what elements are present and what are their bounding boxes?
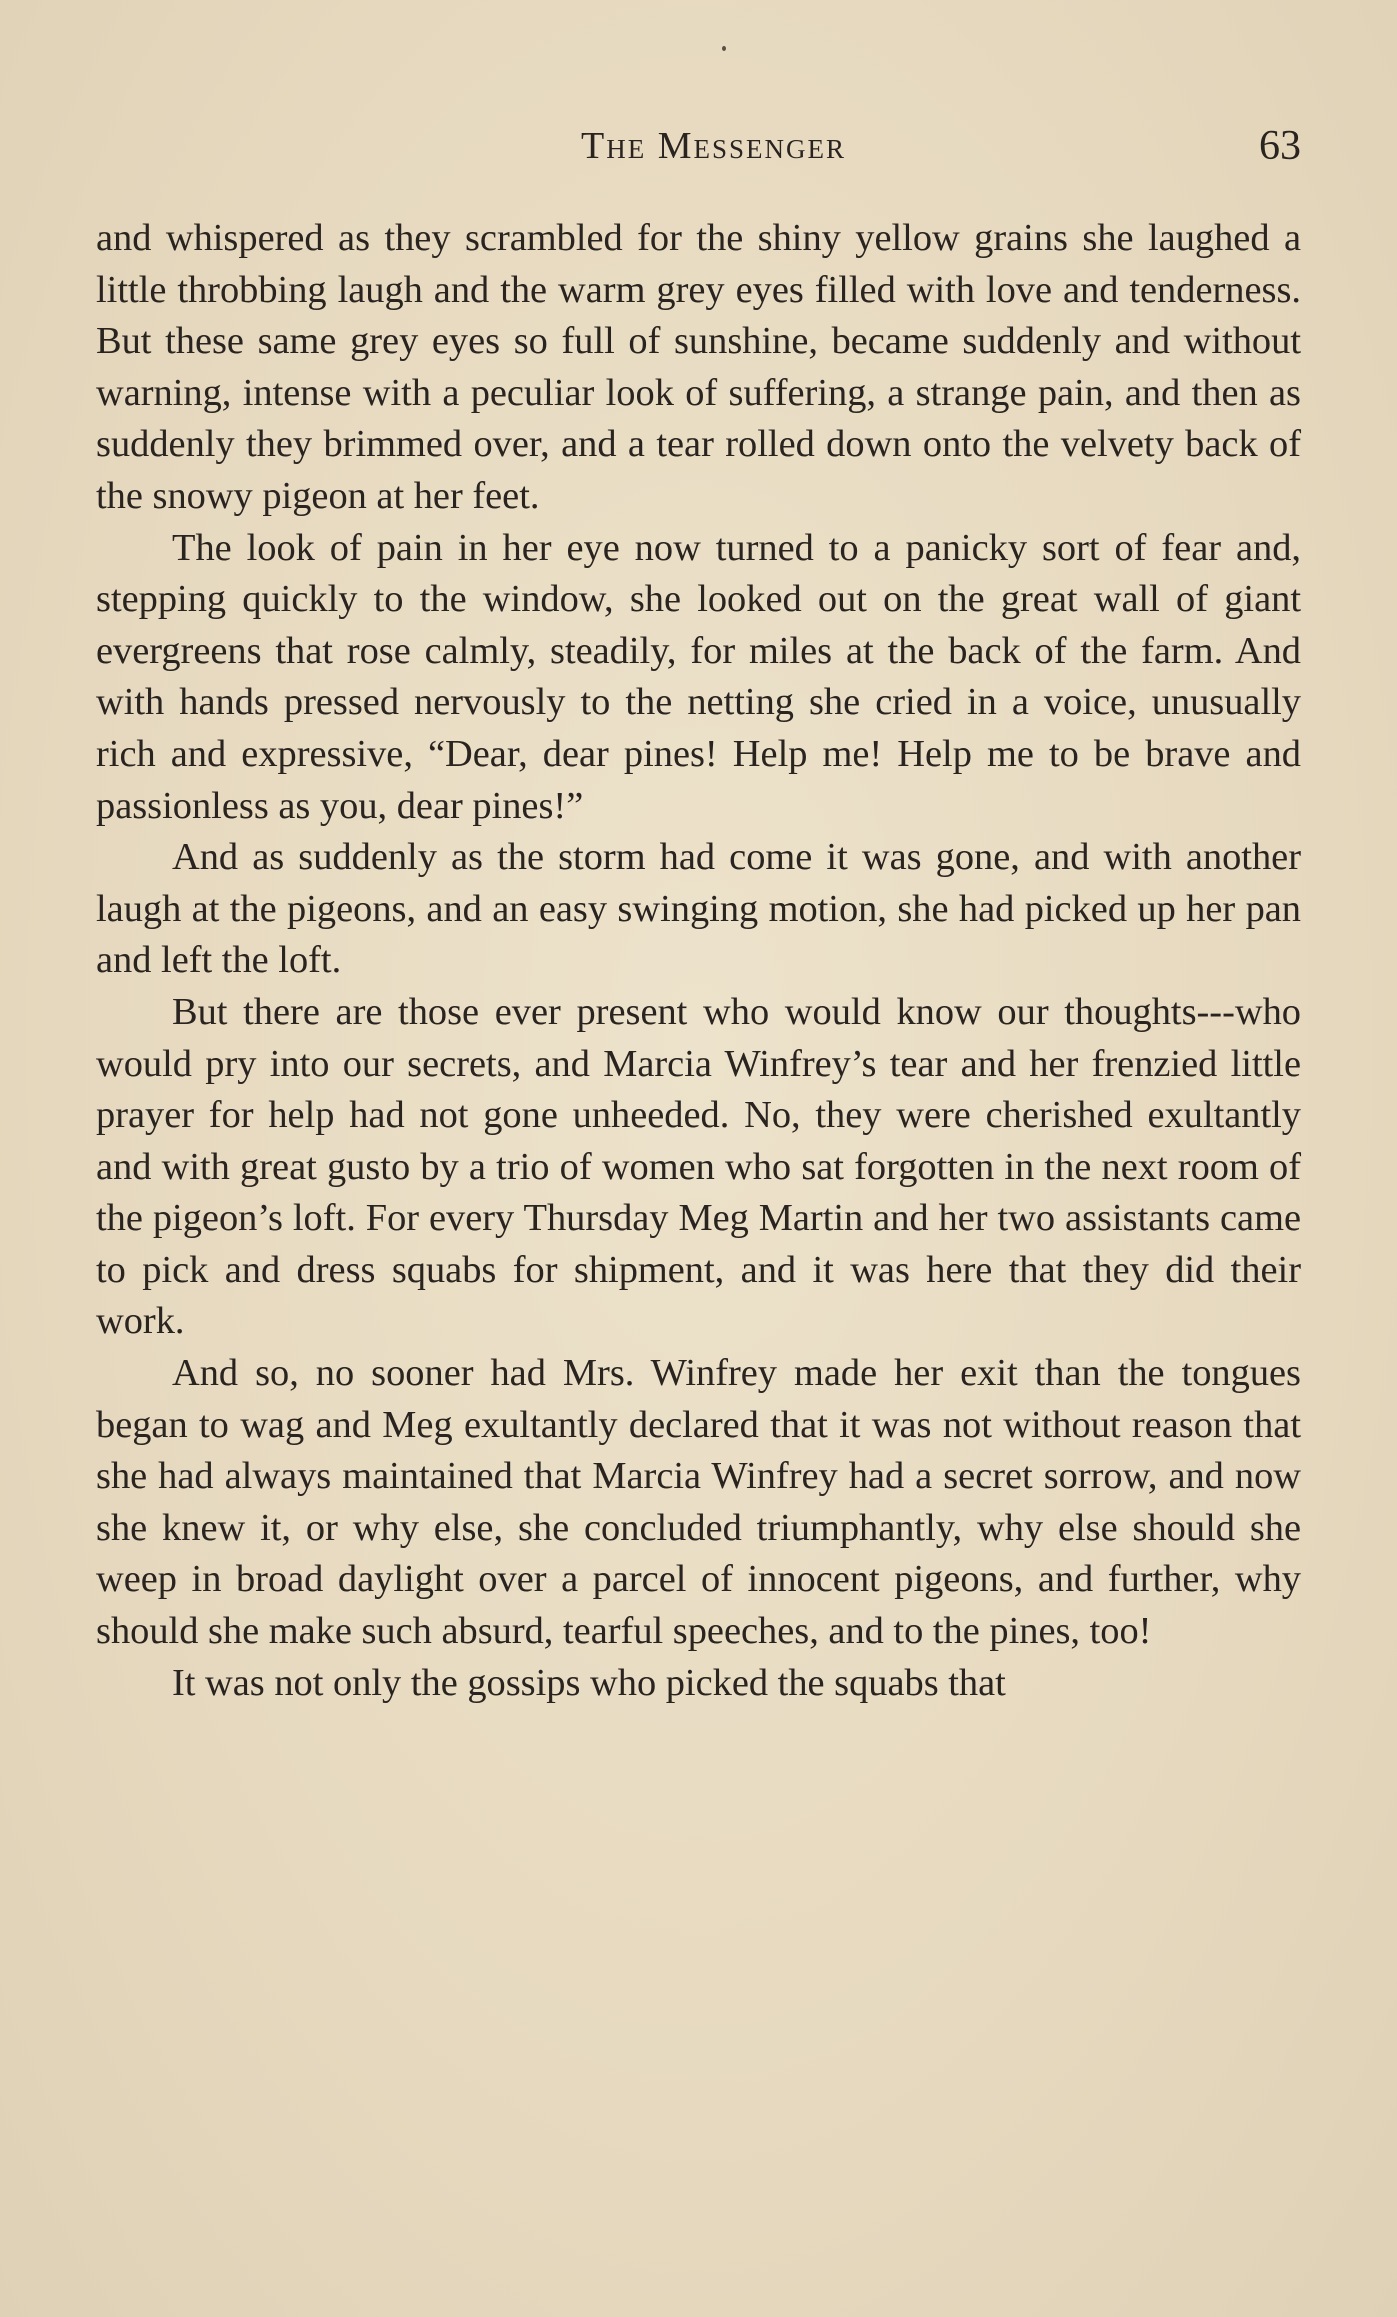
running-head <box>96 118 1301 174</box>
paragraph-1: and whispered as they scrambled for the shiny yellow grains she laughed a little throbbing laugh and the warm grey eyes filled with love and tenderness. But these same grey eyes so full of sunshine, became suddenly and without warning, intense with a peculiar look of suffering, a strange pain, and then as suddenly they brimmed over, and a tear rolled down onto the velvety back of the snowy pigeon at her feet. <box>96 217 1301 517</box>
paragraph-3: And as suddenly as the storm had come it was gone, and with another laugh at the pigeons, and an easy swinging motion, she had picked up her pan and left the loft. <box>96 836 1301 982</box>
ink-speck <box>722 46 726 51</box>
body-text <box>96 213 1301 1709</box>
paragraph-6: It was not only the gossips who picked the squabs that <box>172 1661 1006 1704</box>
paragraph-4: But there are those ever present who would know our thoughts---who would pry into our secrets, and Marcia Winfrey’s tear and her frenzied little prayer for help had not gone unheeded. No, they were cherished exultantly and with great gusto by a trio of women who sat forgotten in the next room of the pigeon’s loft. For every Thursday Meg Martin and her two assistants came to pick and dress squabs for shipment, and it was here that they did their work. <box>96 990 1301 1343</box>
page-number: 63 <box>1259 123 1301 169</box>
running-title: The Messenger <box>580 125 846 167</box>
paragraph-2: The look of pain in her eye now turned to a panicky sort of fear and, stepping quickly to the window, she looked out on the great wall of giant evergreens that rose calmly, steadily, for miles at the back of the farm. And with hands pressed nervously to the netting she cried in a voice, unusually rich and expressive, “Dear, dear pines! Help me! Help me to be brave and passionless as you, dear pines!” <box>96 526 1301 827</box>
paragraph-5: And so, no sooner had Mrs. Winfrey made her exit than the tongues began to wag and Meg exultantly declared that it was not without reason that she had always maintained that Marcia Winfrey had a secret sorrow, and now she knew it, or why else, she concluded triumphantly, why else should she weep in broad daylight over a parcel of innocent pigeons, and further, why should she make such absurd, tearful speeches, and to the pines, too! <box>96 1352 1301 1653</box>
